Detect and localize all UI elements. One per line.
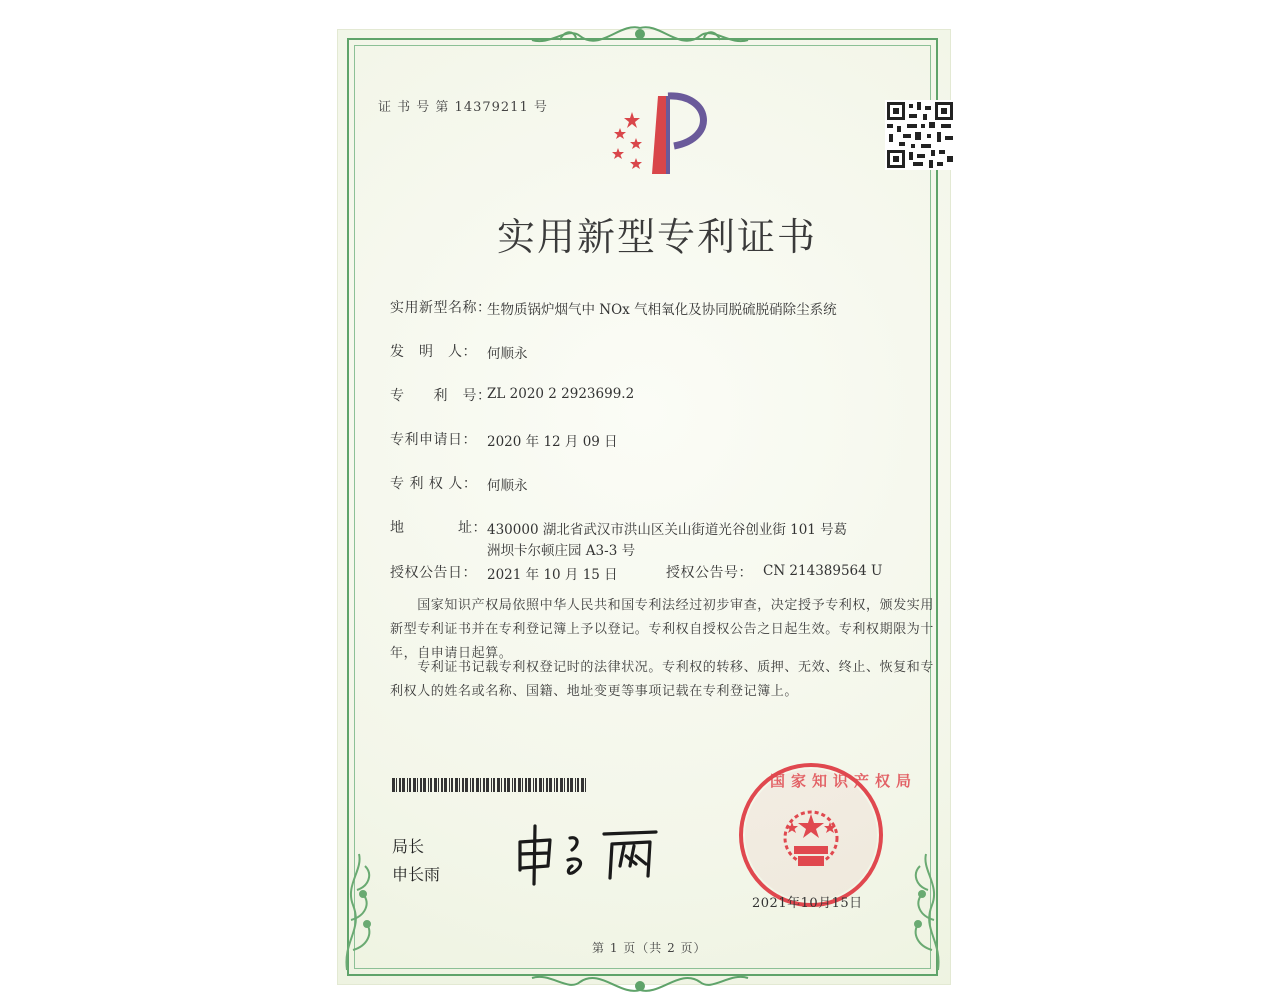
barcode-bar: [549, 778, 552, 792]
director-signature: [508, 820, 668, 890]
address-line-1: 430000 湖北省武汉市洪山区关山街道光谷创业街 101 号葛: [487, 522, 848, 538]
barcode-bar: [402, 778, 405, 792]
barcode-bar: [392, 778, 395, 792]
barcode-bar: [417, 778, 418, 792]
barcode-bar: [504, 778, 506, 792]
patentee-value: 何顺永: [487, 478, 528, 494]
barcode-bar: [451, 778, 453, 792]
barcode-icon: [392, 778, 588, 792]
grant-date-value: 2021 年 10 月 15 日: [487, 567, 618, 583]
barcode-bar: [522, 778, 523, 792]
certificate-paragraph-2: 专利证书记载专利权登记时的法律状况。专利权的转移、质押、无效、终止、恢复和专利权人的姓名或名称、国籍、地址变更等事项记载在专利登记簿上。: [390, 660, 935, 699]
barcode-bar: [514, 778, 516, 792]
barcode-bar: [396, 778, 397, 792]
page-title: 实用新型专利证书: [497, 215, 818, 259]
address-line-2: 洲坝卡尔顿庄园 A3-3 号: [487, 543, 636, 559]
bottom-right-ornament: [882, 850, 952, 980]
certificate-number-value: 14379211: [454, 100, 529, 115]
cnipa-logo-icon: [606, 88, 724, 180]
barcode-bar: [462, 778, 464, 792]
barcode-bar: [449, 778, 450, 792]
barcode-bar: [535, 778, 537, 792]
barcode-bar: [525, 778, 527, 792]
barcode-bar: [512, 778, 513, 792]
inventor-label: 发 明 人：: [390, 344, 477, 360]
certificate-number: [378, 96, 548, 115]
barcode-bar: [501, 778, 502, 792]
barcode-bar: [539, 778, 542, 792]
patent-number-value: ZL 2020 2 2923699.2: [487, 386, 635, 402]
barcode-bar: [441, 778, 443, 792]
barcode-bar: [407, 778, 408, 792]
barcode-bar: [430, 778, 432, 792]
bottom-ornament: [520, 966, 760, 996]
barcode-bar: [560, 778, 563, 792]
barcode-bar: [434, 778, 437, 792]
address-label-part2: 址：: [458, 520, 487, 536]
barcode-bar: [491, 778, 492, 792]
patent-number-label: 专 利 号：: [390, 388, 492, 404]
seal-text: 国家知识产权局: [770, 772, 918, 790]
barcode-bar: [518, 778, 521, 792]
top-ornament: [520, 22, 760, 56]
barcode-bar: [459, 778, 460, 792]
barcode-bar: [470, 778, 471, 792]
barcode-bar: [444, 778, 447, 792]
filing-date-value: 2020 年 12 月 09 日: [487, 434, 618, 450]
barcode-bar: [493, 778, 495, 792]
grant-number-label: 授权公告号：: [666, 565, 753, 581]
barcode-bar: [556, 778, 558, 792]
barcode-bar: [575, 778, 576, 792]
barcode-bar: [483, 778, 485, 792]
director-title: 局长: [392, 837, 425, 856]
barcode-bar: [507, 778, 510, 792]
barcode-bar: [570, 778, 573, 792]
barcode-bar: [472, 778, 474, 792]
barcode-bar: [564, 778, 565, 792]
patentee-label: 专 利 权 人：: [390, 476, 478, 492]
barcode-bar: [554, 778, 555, 792]
barcode-bar: [420, 778, 422, 792]
barcode-bar: [567, 778, 569, 792]
barcode-bar: [546, 778, 548, 792]
certificate-number-suffix: 号: [533, 100, 548, 115]
barcode-bar: [480, 778, 481, 792]
barcode-bar: [455, 778, 458, 792]
director-name: 申长雨: [392, 865, 441, 884]
barcode-bar: [581, 778, 584, 792]
barcode-bar: [423, 778, 426, 792]
utility-model-name-label: 实用新型名称：: [390, 300, 492, 316]
barcode-bar: [476, 778, 479, 792]
barcode-bar: [399, 778, 401, 792]
inventor-value: 何顺永: [487, 346, 528, 362]
barcode-bar: [486, 778, 489, 792]
barcode-bar: [543, 778, 544, 792]
grant-date-label: 授权公告日：: [390, 565, 477, 581]
filing-date-label: 专利申请日：: [390, 432, 477, 448]
barcode-bar: [497, 778, 500, 792]
qr-code-icon: [885, 100, 955, 170]
certificate-paragraph-1: 国家知识产权局依照中华人民共和国专利法经过初步审查，决定授予专利权，颁发实用新型专利证书并在专利登记簿上予以登记。专利权自授权公告之日起生效。专利权期限为十年，自申请日起算。: [390, 598, 935, 661]
utility-model-name-value: 生物质锅炉烟气中 NOx 气相氧化及协同脱硫脱硝除尘系统: [487, 302, 837, 318]
barcode-bar: [413, 778, 416, 792]
certificate-number-label: 证 书 号 第: [378, 100, 450, 115]
barcode-bar: [428, 778, 429, 792]
page-info: 第 1 页（共 2 页）: [592, 941, 707, 955]
barcode-bar: [409, 778, 411, 792]
barcode-bar: [528, 778, 531, 792]
barcode-bar: [585, 778, 586, 792]
barcode-bar: [465, 778, 468, 792]
address-label-part1: 地: [390, 520, 405, 536]
barcode-bar: [533, 778, 534, 792]
barcode-bar: [438, 778, 439, 792]
barcode-bar: [577, 778, 579, 792]
seal-date: 2021年10月15日: [752, 896, 863, 911]
grant-number-value: CN 214389564 U: [763, 563, 883, 579]
